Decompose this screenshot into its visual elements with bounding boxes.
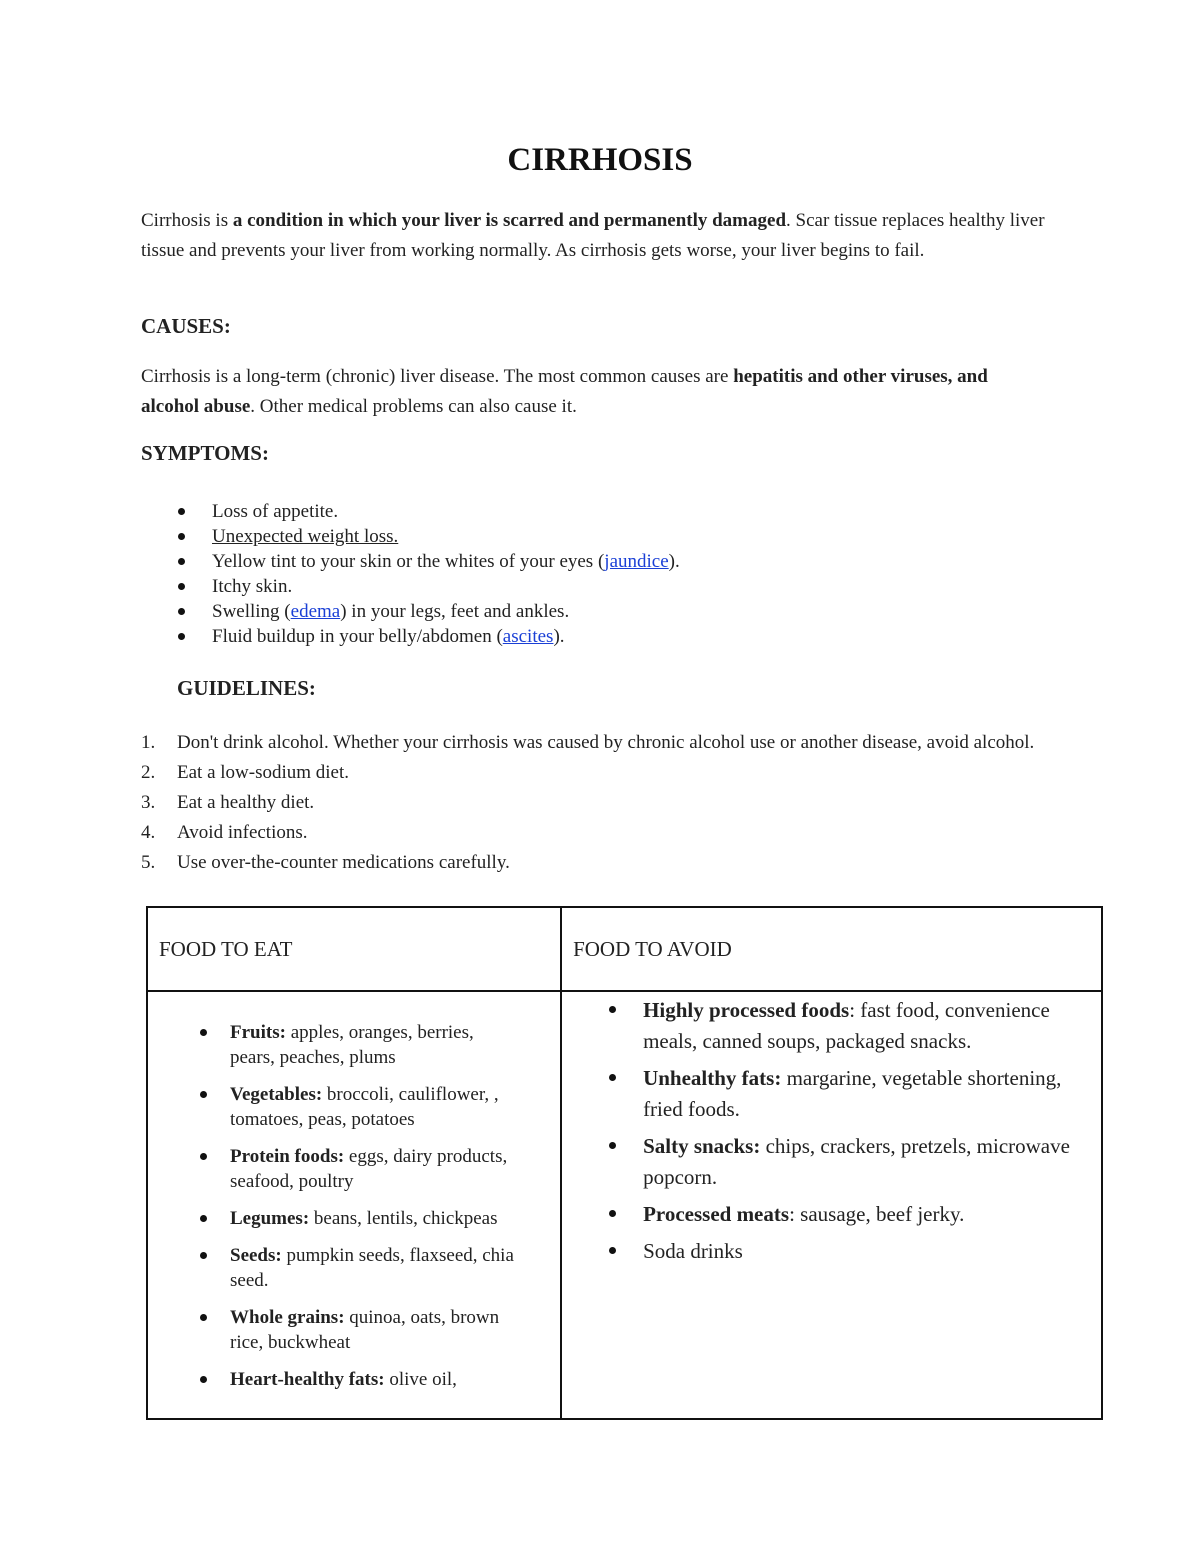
list-item xyxy=(148,1206,530,1231)
food-to-eat-cell xyxy=(147,991,561,1419)
guideline-number: 1. xyxy=(141,732,156,753)
symptoms-heading: SYMPTOMS: xyxy=(141,441,269,465)
list-item xyxy=(148,1367,530,1392)
food-examples: : fast food, convenience meals, canned soups, packaged snacks. xyxy=(643,998,1050,1053)
symptoms-list xyxy=(141,499,680,649)
symptom-item xyxy=(141,574,680,599)
guideline-item xyxy=(141,731,1041,755)
symptom-item xyxy=(141,599,680,624)
food-to-eat-header: FOOD TO EAT xyxy=(147,907,561,991)
symptom-text: Yellow tint to your skin or the whites of your eyes ( xyxy=(212,551,605,572)
food-examples: pumpkin seeds, flaxseed, chia seed. xyxy=(230,1245,514,1291)
guideline-text: Use over-the-counter medications carefully. xyxy=(177,852,510,873)
guideline-text: Eat a healthy diet. xyxy=(177,792,315,813)
food-category: Protein foods: xyxy=(230,1146,345,1167)
guideline-number: 3. xyxy=(141,792,156,813)
causes-heading: CAUSES: xyxy=(141,314,231,338)
food-category: Heart-healthy fats: xyxy=(230,1369,385,1390)
food-examples: apples, oranges, berries, pears, peaches, plums xyxy=(230,1022,474,1068)
symptom-text: Loss of appetite. xyxy=(212,501,339,522)
food-examples: margarine, vegetable shortening, fried foods. xyxy=(643,1066,1062,1121)
list-item xyxy=(562,1236,1101,1267)
food-table xyxy=(146,906,1103,1420)
ascites-link[interactable]: ascites xyxy=(502,626,554,647)
food-category: Processed meats xyxy=(643,1202,790,1226)
food-category: Whole grains: xyxy=(230,1307,345,1328)
intro-text-pre: Cirrhosis is xyxy=(141,210,233,231)
guideline-text: Eat a low-sodium diet. xyxy=(177,762,350,783)
food-examples: broccoli, cauliflower, , tomatoes, peas, potatoes xyxy=(230,1084,499,1130)
food-examples: chips, crackers, pretzels, microwave popcorn. xyxy=(643,1134,1070,1189)
food-to-avoid-header: FOOD TO AVOID xyxy=(561,907,1102,991)
food-table-header-row xyxy=(147,907,1102,991)
guideline-number: 5. xyxy=(141,852,156,873)
guideline-text: Avoid infections. xyxy=(177,822,308,843)
causes-text-bold: hepatitis and other viruses, and alcohol abuse xyxy=(141,366,988,417)
symptom-text: Itchy skin. xyxy=(212,576,293,597)
symptom-text-post: ) in your legs, feet and ankles. xyxy=(340,601,570,622)
food-category: Salty snacks: xyxy=(643,1134,761,1158)
symptom-text: Unexpected weight loss. xyxy=(212,526,399,547)
list-item xyxy=(562,1131,1101,1193)
jaundice-link[interactable]: jaundice xyxy=(604,551,669,572)
guideline-item xyxy=(141,821,1041,845)
food-category: Seeds: xyxy=(230,1245,282,1266)
causes-paragraph xyxy=(141,362,1021,421)
edema-link[interactable]: edema xyxy=(290,601,341,622)
symptom-text: Fluid buildup in your belly/abdomen ( xyxy=(212,626,503,647)
list-item xyxy=(148,1082,530,1132)
symptom-item xyxy=(141,524,680,549)
food-category: Fruits: xyxy=(230,1022,286,1043)
guideline-item xyxy=(141,791,1041,815)
guideline-item xyxy=(141,851,1041,875)
food-to-avoid-cell xyxy=(561,991,1102,1419)
causes-text-pre: Cirrhosis is a long-term (chronic) liver disease. The most common causes are xyxy=(141,366,734,387)
intro-paragraph xyxy=(141,206,1061,265)
symptom-item xyxy=(141,624,680,649)
food-examples: olive oil, xyxy=(384,1369,457,1390)
guideline-item xyxy=(141,761,1041,785)
list-item xyxy=(562,1063,1101,1125)
symptom-text-post: ). xyxy=(553,626,565,647)
symptom-item xyxy=(141,549,680,574)
list-item xyxy=(148,1243,530,1293)
food-to-avoid-list xyxy=(562,992,1101,1267)
guideline-text: Don't drink alcohol. Whether your cirrhosis was caused by chronic alcohol use or another disease, avoid alcohol. xyxy=(177,732,1035,753)
food-examples: eggs, dairy products, seafood, poultry xyxy=(230,1146,508,1192)
symptom-text-post: ). xyxy=(668,551,680,572)
food-table-body-row xyxy=(147,991,1102,1419)
list-item xyxy=(148,1144,530,1194)
food-examples: beans, lentils, chickpeas xyxy=(309,1208,498,1229)
food-examples: Soda drinks xyxy=(643,1239,743,1263)
guidelines-heading: GUIDELINES: xyxy=(177,676,316,700)
food-category: Vegetables: xyxy=(230,1084,323,1105)
food-category: Legumes: xyxy=(230,1208,310,1229)
food-to-eat-list xyxy=(148,992,560,1418)
food-category: Unhealthy fats: xyxy=(643,1066,782,1090)
page-title: CIRRHOSIS xyxy=(507,142,693,178)
food-examples: : sausage, beef jerky. xyxy=(789,1202,965,1226)
symptom-text: Swelling ( xyxy=(212,601,291,622)
food-category: Highly processed foods xyxy=(643,998,850,1022)
food-examples: quinoa, oats, brown rice, buckwheat xyxy=(230,1307,500,1353)
list-item xyxy=(148,1020,530,1070)
list-item xyxy=(562,1199,1101,1230)
guideline-number: 2. xyxy=(141,762,156,783)
guidelines-list xyxy=(141,731,1041,881)
causes-text-post: . Other medical problems can also cause it. xyxy=(250,395,577,417)
list-item xyxy=(562,995,1101,1057)
intro-text-bold: a condition in which your liver is scarred and permanently damaged xyxy=(232,210,787,231)
intro-text-post: . Scar tissue replaces healthy liver tissue and prevents your liver from working normally. As cirrhosis gets worse, your liver begins to fail. xyxy=(141,210,1045,261)
symptom-item xyxy=(141,499,680,524)
guideline-number: 4. xyxy=(141,822,156,843)
list-item xyxy=(148,1305,530,1355)
